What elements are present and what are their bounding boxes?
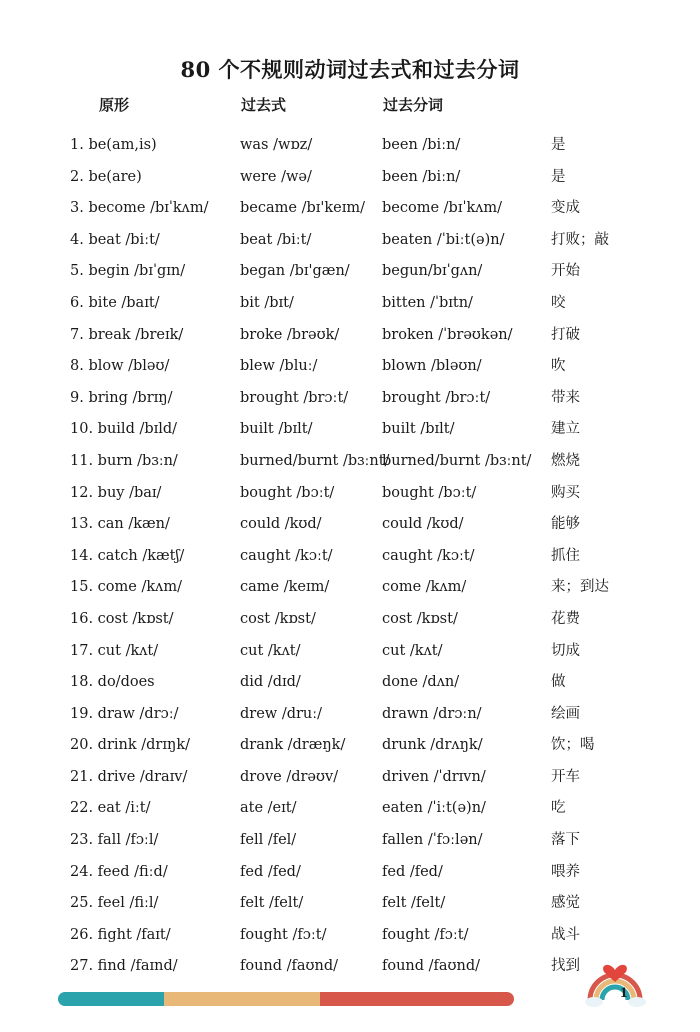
verb-row	[0, 478, 700, 510]
meaning: 感觉	[551, 895, 580, 912]
base-form: 6. bite /baɪt/	[70, 294, 160, 311]
base-form: 20. drink /drɪŋk/	[70, 737, 191, 754]
base-form: 5. begin /bɪˈgɪn/	[70, 263, 186, 280]
base-form: 14. catch /kætʃ/	[70, 547, 185, 564]
past-participle: done /dʌn/	[382, 674, 460, 691]
past-tense: blew /bluː/	[240, 358, 318, 375]
past-participle: found /faʊnd/	[382, 958, 481, 975]
base-form: 15. come /kʌm/	[70, 579, 182, 596]
meaning: 吃	[551, 800, 566, 817]
past-tense: burned/burnt /bɜːnt/	[240, 452, 390, 469]
past-tense: built /bɪlt/	[240, 421, 313, 438]
verb-row	[0, 572, 700, 604]
base-form: 26. fight /faɪt/	[70, 926, 171, 943]
meaning: 抓住	[551, 547, 580, 564]
verb-row	[0, 825, 700, 857]
past-tense: bit /bɪt/	[240, 294, 294, 311]
verb-row	[0, 351, 700, 383]
meaning: 切成	[551, 642, 580, 659]
meaning: 咬	[551, 294, 566, 311]
past-tense: came /keɪm/	[240, 579, 330, 596]
verb-row	[0, 636, 700, 668]
meaning: 找到	[551, 958, 580, 975]
past-participle: brought /brɔːt/	[382, 389, 491, 406]
past-participle: built /bɪlt/	[382, 421, 455, 438]
verb-row	[0, 793, 700, 825]
base-form: 22. eat /iːt/	[70, 800, 151, 817]
meaning: 开始	[551, 263, 580, 280]
base-form: 4. beat /biːt/	[70, 231, 160, 248]
past-tense: fed /fed/	[240, 863, 301, 880]
base-form: 3. become /bɪˈkʌm/	[70, 200, 209, 217]
past-tense: did /dɪd/	[240, 674, 301, 691]
base-form: 18. do/does	[70, 674, 155, 691]
header-past-participle: 过去分词	[383, 96, 444, 114]
verb-row	[0, 541, 700, 573]
past-tense: drew /druː/	[240, 705, 323, 722]
past-tense: began /bɪ'gæn/	[240, 263, 350, 280]
past-tense: cut /kʌt/	[240, 642, 301, 659]
meaning: 喂养	[551, 863, 580, 880]
past-tense: broke /brəʊk/	[240, 326, 340, 343]
base-form: 11. burn /bɜːn/	[70, 452, 178, 469]
verb-row	[0, 730, 700, 762]
verb-row	[0, 288, 700, 320]
past-participle: fought /fɔːt/	[382, 926, 469, 943]
past-tense: caught /kɔːt/	[240, 547, 333, 564]
verb-row	[0, 667, 700, 699]
footer-bar-tan-segment	[164, 992, 320, 1006]
base-form: 8. blow /bləʊ/	[70, 358, 170, 375]
base-form: 1. be(am,is)	[70, 137, 157, 153]
verb-list	[0, 130, 700, 983]
base-form: 21. drive /draɪv/	[70, 768, 188, 785]
verb-row	[0, 162, 700, 194]
base-form: 19. draw /drɔː/	[70, 705, 179, 722]
footer-color-bar	[58, 992, 514, 1006]
verb-row	[0, 414, 700, 446]
past-participle: been /biːn/	[382, 168, 461, 185]
base-form: 9. bring /brɪŋ/	[70, 389, 173, 406]
column-headers	[0, 94, 700, 116]
meaning: 变成	[551, 200, 580, 217]
header-past-tense: 过去式	[241, 96, 287, 114]
past-participle: eaten /ˈiːt(ə)n/	[382, 800, 486, 817]
past-participle: driven /ˈdrɪvn/	[382, 768, 486, 785]
verb-row	[0, 446, 700, 478]
past-participle: could /kʊd/	[382, 516, 464, 533]
meaning: 落下	[551, 832, 580, 849]
past-tense: could /kʊd/	[240, 516, 322, 533]
base-form: 10. build /bɪld/	[70, 421, 178, 438]
base-form: 17. cut /kʌt/	[70, 642, 159, 659]
verb-row	[0, 762, 700, 794]
meaning: 战斗	[551, 926, 580, 943]
meaning: 来；到达	[551, 579, 609, 596]
verb-row	[0, 857, 700, 889]
meaning: 开车	[551, 768, 580, 785]
footer-bar-red-segment	[320, 992, 514, 1006]
meaning: 做	[551, 674, 566, 691]
past-participle: drunk /drʌŋk/	[382, 737, 483, 754]
past-tense: fell /fel/	[240, 832, 297, 849]
past-tense: drove /drəʊv/	[240, 768, 339, 785]
past-participle: cut /kʌt/	[382, 642, 443, 659]
past-participle: burned/burnt /bɜːnt/	[382, 452, 532, 469]
meaning: 燃烧	[551, 452, 580, 469]
past-tense: beat /biːt/	[240, 231, 312, 248]
past-tense: were /wə/	[240, 168, 312, 185]
verb-row	[0, 383, 700, 415]
past-participle: come /kʌm/	[382, 579, 467, 596]
meaning: 建立	[551, 421, 580, 438]
past-tense: became /bɪ'keɪm/	[240, 200, 365, 217]
base-form: 12. buy /baɪ/	[70, 484, 162, 501]
base-form: 23. fall /fɔːl/	[70, 832, 159, 849]
meaning: 能够	[551, 516, 580, 533]
meaning: 是	[551, 137, 566, 153]
past-participle: begun/bɪˈgʌn/	[382, 263, 483, 280]
meaning: 是	[551, 168, 566, 185]
meaning: 带来	[551, 389, 580, 406]
past-participle: felt /felt/	[382, 895, 446, 912]
base-form: 7. break /breɪk/	[70, 326, 184, 343]
past-tense: ate /eɪt/	[240, 800, 297, 817]
verb-row	[0, 888, 700, 920]
verb-row	[0, 699, 700, 731]
past-participle: fed /fed/	[382, 863, 443, 880]
past-participle: broken /ˈbrəʊkən/	[382, 326, 513, 343]
past-tense: drank /dræŋk/	[240, 737, 346, 754]
meaning: 吹	[551, 358, 566, 375]
verb-row	[0, 509, 700, 541]
past-participle: drawn /drɔːn/	[382, 705, 482, 722]
past-tense: fought /fɔːt/	[240, 926, 327, 943]
meaning: 花费	[551, 610, 580, 627]
past-tense: cost /kɒst/	[240, 610, 316, 627]
verb-row	[0, 193, 700, 225]
past-participle: blown /bləʊn/	[382, 358, 482, 375]
verb-row	[0, 604, 700, 636]
past-tense: felt /felt/	[240, 895, 304, 912]
past-tense: found /faʊnd/	[240, 958, 339, 975]
verb-row	[0, 256, 700, 288]
meaning: 饮；喝	[551, 737, 595, 754]
meaning: 打破	[551, 326, 580, 343]
meaning: 购买	[551, 484, 580, 501]
verb-row	[0, 920, 700, 952]
base-form: 16. cost /kɒst/	[70, 610, 174, 627]
past-participle: become /bɪˈkʌm/	[382, 200, 503, 217]
past-participle: bitten /ˈbɪtn/	[382, 294, 473, 311]
past-participle: beaten /ˈbiːt(ə)n/	[382, 231, 505, 248]
past-tense: brought /brɔːt/	[240, 389, 349, 406]
page-title: 80 个不规则动词过去式和过去分词	[180, 57, 520, 82]
past-participle: cost /kɒst/	[382, 610, 458, 627]
past-tense: was /wɒz/	[240, 137, 313, 153]
verb-row	[0, 130, 700, 162]
footer-bar-teal-segment	[58, 992, 164, 1006]
past-tense: bought /bɔːt/	[240, 484, 335, 501]
verb-row	[0, 320, 700, 352]
past-participle: been /biːn/	[382, 137, 461, 153]
meaning: 绘画	[551, 705, 580, 722]
base-form: 25. feel /fiːl/	[70, 895, 159, 912]
rainbow-heart-icon	[582, 950, 648, 1010]
verb-row	[0, 225, 700, 257]
past-participle: fallen /ˈfɔːlən/	[382, 832, 483, 849]
past-participle: bought /bɔːt/	[382, 484, 477, 501]
past-participle: caught /kɔːt/	[382, 547, 475, 564]
page-number: 1	[620, 985, 628, 1001]
base-form: 13. can /kæn/	[70, 516, 170, 533]
meaning: 打败；敲	[551, 231, 609, 248]
base-form: 2. be(are)	[70, 168, 142, 185]
base-form: 27. find /faɪnd/	[70, 958, 178, 975]
header-base-form: 原形	[99, 96, 130, 114]
base-form: 24. feed /fiːd/	[70, 863, 168, 880]
